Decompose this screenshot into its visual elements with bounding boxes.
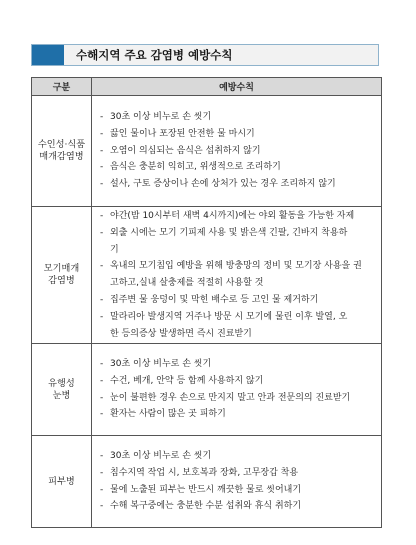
rule-item: - 말라리아 발생지역 거주나 방문 시 모기에 물린 이후 발열, 오 xyxy=(92,309,381,326)
category-cell xyxy=(32,207,92,344)
rule-item: - 외출 시에는 모기 기피제 사용 및 밝은색 긴팔, 긴바지 착용하 xyxy=(92,225,381,242)
rules-cell xyxy=(92,207,382,344)
rules-cell xyxy=(92,96,382,207)
rule-item: - 끓인 물이나 포장된 안전한 물 마시기 xyxy=(92,126,381,143)
rule-item: - 음식은 충분히 익히고, 위생적으로 조리하기 xyxy=(92,159,381,176)
rule-item: - 눈이 불편한 경우 손으로 만지지 말고 안과 전문의의 진료받기 xyxy=(92,390,381,407)
category-label: 수인성·식품 매개감염병 xyxy=(37,139,86,162)
rule-item: - 수건, 베개, 안약 등 함께 사용하지 않기 xyxy=(92,373,381,390)
rule-item: - 환자는 사람이 많은 곳 피하기 xyxy=(92,406,381,423)
rule-item: - 침수지역 작업 시, 보호복과 장화, 고무장갑 착용 xyxy=(92,465,381,482)
rule-item: - 오염이 의심되는 음식은 섭취하지 않기 xyxy=(92,143,381,160)
rule-item: - 야간(밤 10시부터 새벽 4시까지)에는 야외 활동을 가능한 자제 xyxy=(92,208,381,225)
prevention-rules-table xyxy=(31,77,382,528)
rule-item-continuation: 고하고,실내 살충제를 적절히 사용할 것 xyxy=(110,278,264,289)
rule-item: - 물에 노출된 피부는 반드시 깨끗한 물로 씻어내기 xyxy=(92,482,381,499)
title-accent-block xyxy=(32,45,64,65)
category-label: 유행성 눈병 xyxy=(48,377,75,401)
table-row-epidemic-eye xyxy=(32,344,382,436)
category-cell xyxy=(32,96,92,207)
rule-item: - 집주변 물 웅덩이 및 막힌 배수로 등 고인 물 제거하기 xyxy=(92,292,381,309)
table-header-row xyxy=(32,78,382,96)
rule-item: - 옥내의 모기침입 예방을 위해 방충망의 정비 및 모기장 사용을 권 xyxy=(92,258,381,275)
rule-item: - 30초 이상 비누로 손 씻기 xyxy=(92,356,381,373)
rule-item-continuation: 기 xyxy=(110,244,119,255)
rule-item-continuation: 한 등의증상 발생하면 즉시 진료받기 xyxy=(110,328,252,339)
document-title-bar xyxy=(31,44,379,66)
category-cell xyxy=(32,436,92,528)
rule-item: - 설사, 구토 증상이나 손에 상처가 있는 경우 조리하지 않기 xyxy=(92,176,381,193)
category-label: 피부병 xyxy=(48,475,75,487)
rule-item: - 30초 이상 비누로 손 씻기 xyxy=(92,448,381,465)
rules-cell xyxy=(92,344,382,436)
table-row-waterborne xyxy=(32,96,382,207)
table-row-mosquito xyxy=(32,207,382,344)
rule-item: - 30초 이상 비누로 손 씻기 xyxy=(92,109,381,126)
header-rules: 예방수칙 xyxy=(92,78,382,96)
header-category: 구분 xyxy=(32,78,92,96)
category-cell xyxy=(32,344,92,436)
rule-item: - 수해 복구중에는 충분한 수분 섭취와 휴식 취하기 xyxy=(92,498,381,515)
rules-cell xyxy=(92,436,382,528)
category-label: 모기매개 감염병 xyxy=(43,263,80,286)
table-row-skin xyxy=(32,436,382,528)
document-title: 수해지역 주요 감염병 예방수칙 xyxy=(76,48,233,62)
